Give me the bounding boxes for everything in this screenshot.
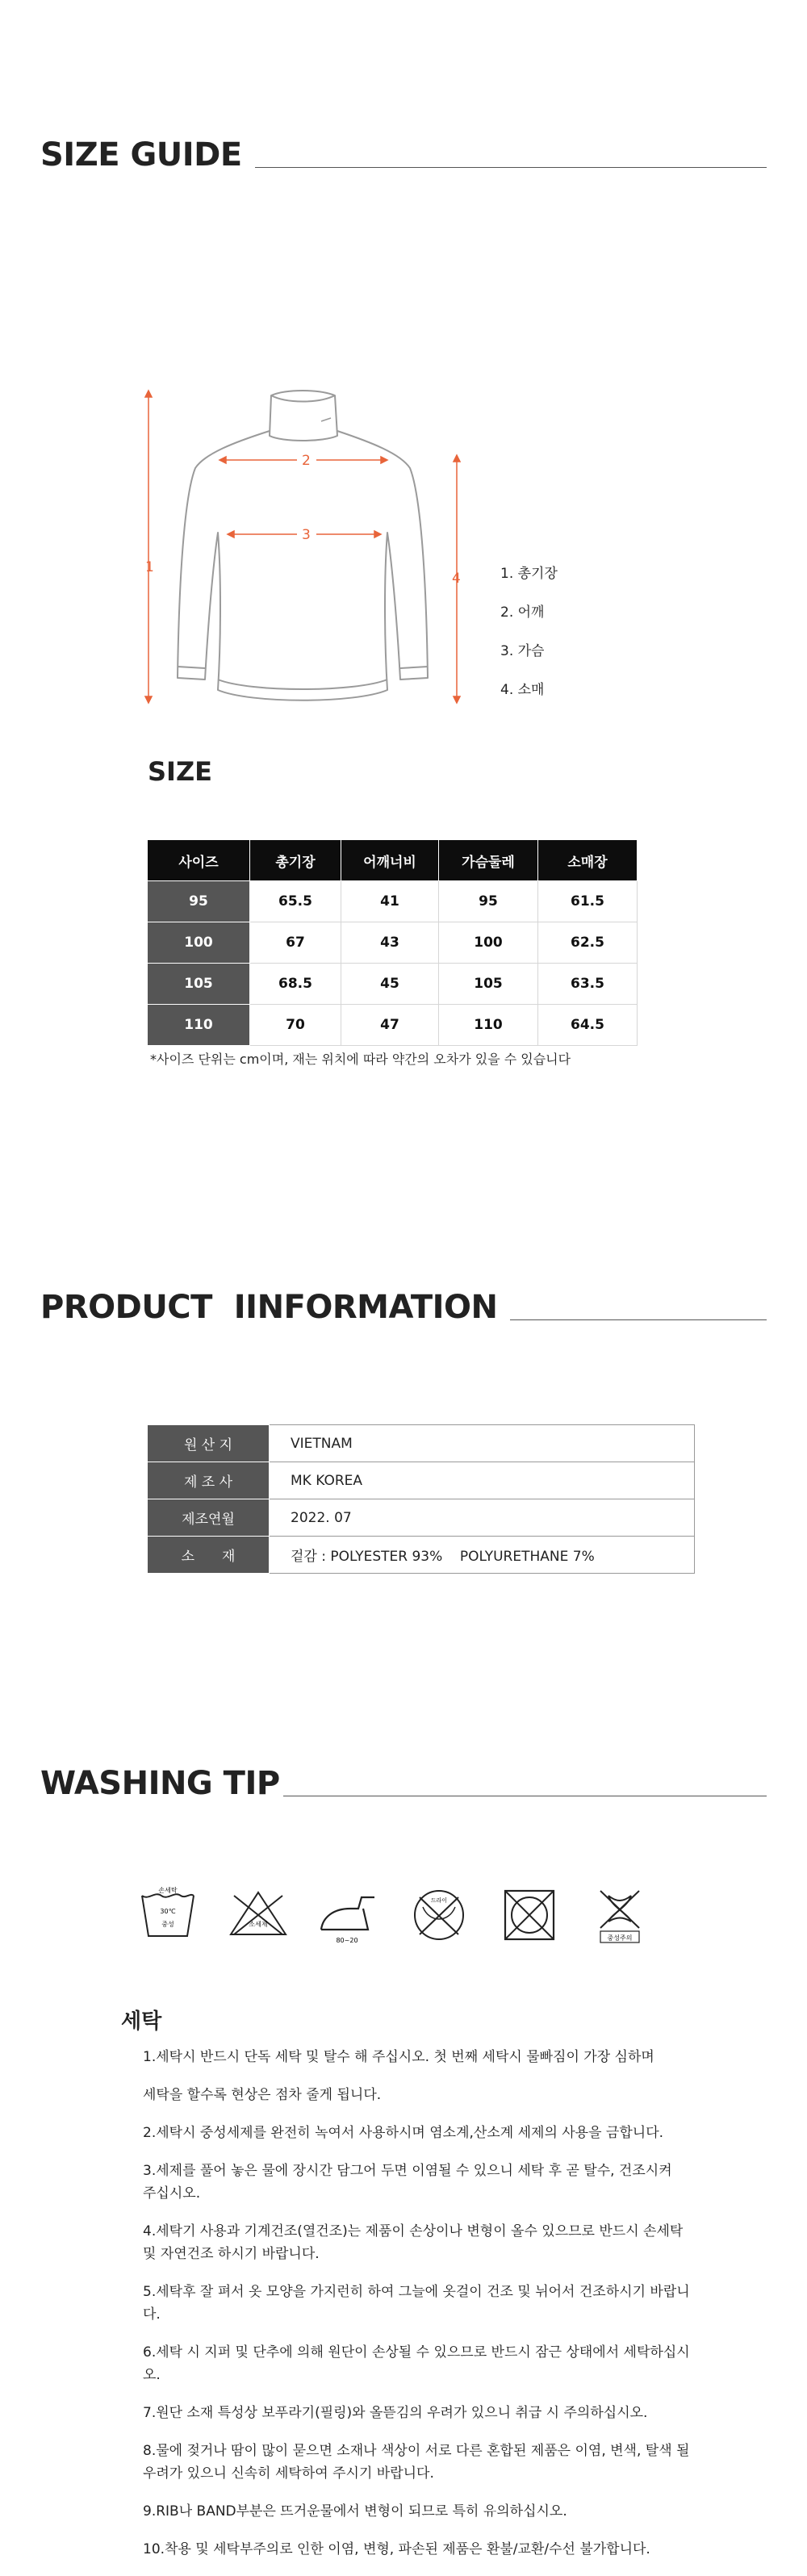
- measure-label-4: 4: [452, 571, 461, 587]
- table-cell: 65.5: [250, 881, 341, 922]
- info-value: VIETNAM: [270, 1425, 695, 1462]
- product-info-header: [40, 1291, 767, 1324]
- legend-item: 4. 소매: [500, 682, 545, 698]
- col-header: 총기장: [250, 840, 341, 881]
- col-header: 사이즈: [148, 840, 250, 881]
- table-row: [148, 964, 638, 1005]
- no-wring-icon: [589, 1884, 650, 1949]
- table-cell: 47: [341, 1005, 439, 1046]
- col-header: 가슴둘레: [439, 840, 538, 881]
- info-key: 소 재: [148, 1537, 270, 1574]
- no-bleach-icon: [228, 1884, 289, 1949]
- size-table-header: [148, 840, 638, 881]
- legend-item: 3. 가슴: [500, 643, 545, 659]
- hand-wash-detergent: 중성: [161, 1921, 174, 1928]
- section-title: PRODUCT IINFORMATION: [40, 1289, 498, 1326]
- size-cell: 110: [148, 1005, 250, 1046]
- size-note: *사이즈 단위는 cm이며, 재는 위치에 따라 약간의 오차가 있을 수 있습니다: [150, 1052, 571, 1067]
- col-header: 소매장: [538, 840, 638, 881]
- wash-heading: 세탁: [121, 2009, 162, 2034]
- col-header: 어깨너비: [341, 840, 439, 881]
- measure-legend: [500, 565, 558, 720]
- table-cell: 95: [439, 881, 538, 922]
- hand-wash-label: 손세탁: [158, 1887, 178, 1894]
- list-item: 10.착용 및 세탁부주의로 인한 이염, 변형, 파손된 제품은 환불/교환/수선 불가합니다.: [143, 2541, 650, 2557]
- size-guide-header: [40, 136, 767, 174]
- info-key: 제 조 사: [148, 1462, 270, 1499]
- table-cell: 110: [439, 1005, 538, 1046]
- info-value: MK KOREA: [270, 1462, 695, 1499]
- table-row: [148, 881, 638, 922]
- table-cell: 100: [439, 922, 538, 964]
- info-value: 겉감 : POLYESTER 93% POLYURETHANE 7%: [270, 1537, 695, 1574]
- list-item: 2.세탁시 중성세제를 완전히 녹여서 사용하시며 염소계,산소계 세제의 사용을 금합니다.: [143, 2125, 664, 2141]
- measure-label-1: 1: [145, 559, 154, 575]
- table-row: [148, 1499, 695, 1537]
- list-item: 5.세탁후 잘 펴서 옷 모양을 가지런히 하여 그늘에 옷걸이 건조 및 뉘어서 건조하시기 바랍니다.: [143, 2284, 690, 2323]
- no-bleach-label: 소세제: [249, 1921, 268, 1928]
- size-heading: SIZE: [148, 756, 213, 787]
- table-row: [148, 922, 638, 964]
- table-cell: 43: [341, 922, 439, 964]
- measure-label-2: 2: [302, 453, 311, 469]
- list-item: 6.세탁 시 지퍼 및 단추에 의해 원단이 손상될 수 있으므로 반드시 잠근 상태에서 세탁하십시오.: [143, 2344, 690, 2383]
- info-key: 원 산 지: [148, 1425, 270, 1462]
- wash-instructions: [143, 2046, 692, 2576]
- table-cell: 41: [341, 881, 439, 922]
- table-row: [148, 1462, 695, 1499]
- list-item: 1.세탁시 반드시 단독 세탁 및 탈수 해 주십시오. 첫 번째 세탁시 물빠짐이 가장 심하며: [143, 2049, 654, 2065]
- table-cell: 67: [250, 922, 341, 964]
- hand-wash-temp: 30℃: [160, 1908, 176, 1915]
- care-label: 중성주의: [607, 1934, 633, 1942]
- washing-tip-header: [40, 1767, 767, 1800]
- hand-wash-icon: [137, 1884, 199, 1949]
- table-row: [148, 1537, 695, 1574]
- legend-item: 2. 어깨: [500, 604, 545, 621]
- measure-label-3: 3: [302, 527, 311, 543]
- title-rule: [510, 1319, 767, 1320]
- list-item: 8.물에 젖거나 땀이 많이 묻으면 소재나 색상이 서로 다른 혼합된 제품은 이염, 변색, 탈색 될 우려가 있으니 신속히 세탁하여 주시기 바랍니다.: [143, 2443, 690, 2482]
- table-cell: 63.5: [538, 964, 638, 1005]
- list-item: 7.원단 소재 특성상 보푸라기(필링)와 올뜯김의 우려가 있으니 취급 시 주의하십시오.: [143, 2405, 648, 2421]
- table-cell: 105: [439, 964, 538, 1005]
- size-cell: 105: [148, 964, 250, 1005]
- table-cell: 64.5: [538, 1005, 638, 1046]
- list-item: 9.RIB나 BAND부분은 뜨거운물에서 변형이 되므로 특히 유의하십시오.: [143, 2503, 567, 2520]
- table-cell: 68.5: [250, 964, 341, 1005]
- info-key: 제조연월: [148, 1499, 270, 1537]
- legend-item: 1. 총기장: [500, 566, 558, 582]
- section-title: WASHING TIP: [40, 1765, 280, 1802]
- table-cell: 45: [341, 964, 439, 1005]
- list-item: 3.세제를 풀어 놓은 물에 장시간 담그어 두면 이염될 수 있으니 세탁 후 곧 탈수, 건조시켜 주십시오.: [143, 2163, 672, 2202]
- list-item: 세탁을 할수록 현상은 점차 줄게 됩니다.: [143, 2087, 382, 2103]
- title-rule: [255, 167, 767, 168]
- section-title: SIZE GUIDE: [40, 136, 242, 174]
- product-info-table: [147, 1424, 695, 1574]
- dry-clean-icon: [408, 1884, 470, 1949]
- table-row: [148, 1005, 638, 1046]
- iron-icon: [318, 1884, 379, 1949]
- list-item: 4.세탁기 사용과 기계건조(열건조)는 제품이 손상이나 변형이 올수 있으므로 반드시 손세탁 및 자연건조 하시기 바랍니다.: [143, 2223, 684, 2262]
- size-cell: 95: [148, 881, 250, 922]
- table-cell: 70: [250, 1005, 341, 1046]
- table-cell: 61.5: [538, 881, 638, 922]
- garment-measure-diagram: [137, 379, 476, 726]
- dry-clean-label: 드라이: [430, 1897, 448, 1904]
- no-tumble-dry-icon: [499, 1884, 560, 1949]
- size-table: [147, 839, 638, 1046]
- iron-temp: 80~20: [336, 1937, 358, 1944]
- size-cell: 100: [148, 922, 250, 964]
- info-value: 2022. 07: [270, 1499, 695, 1537]
- table-cell: 62.5: [538, 922, 638, 964]
- care-icons: [129, 1884, 678, 1949]
- table-row: [148, 1425, 695, 1462]
